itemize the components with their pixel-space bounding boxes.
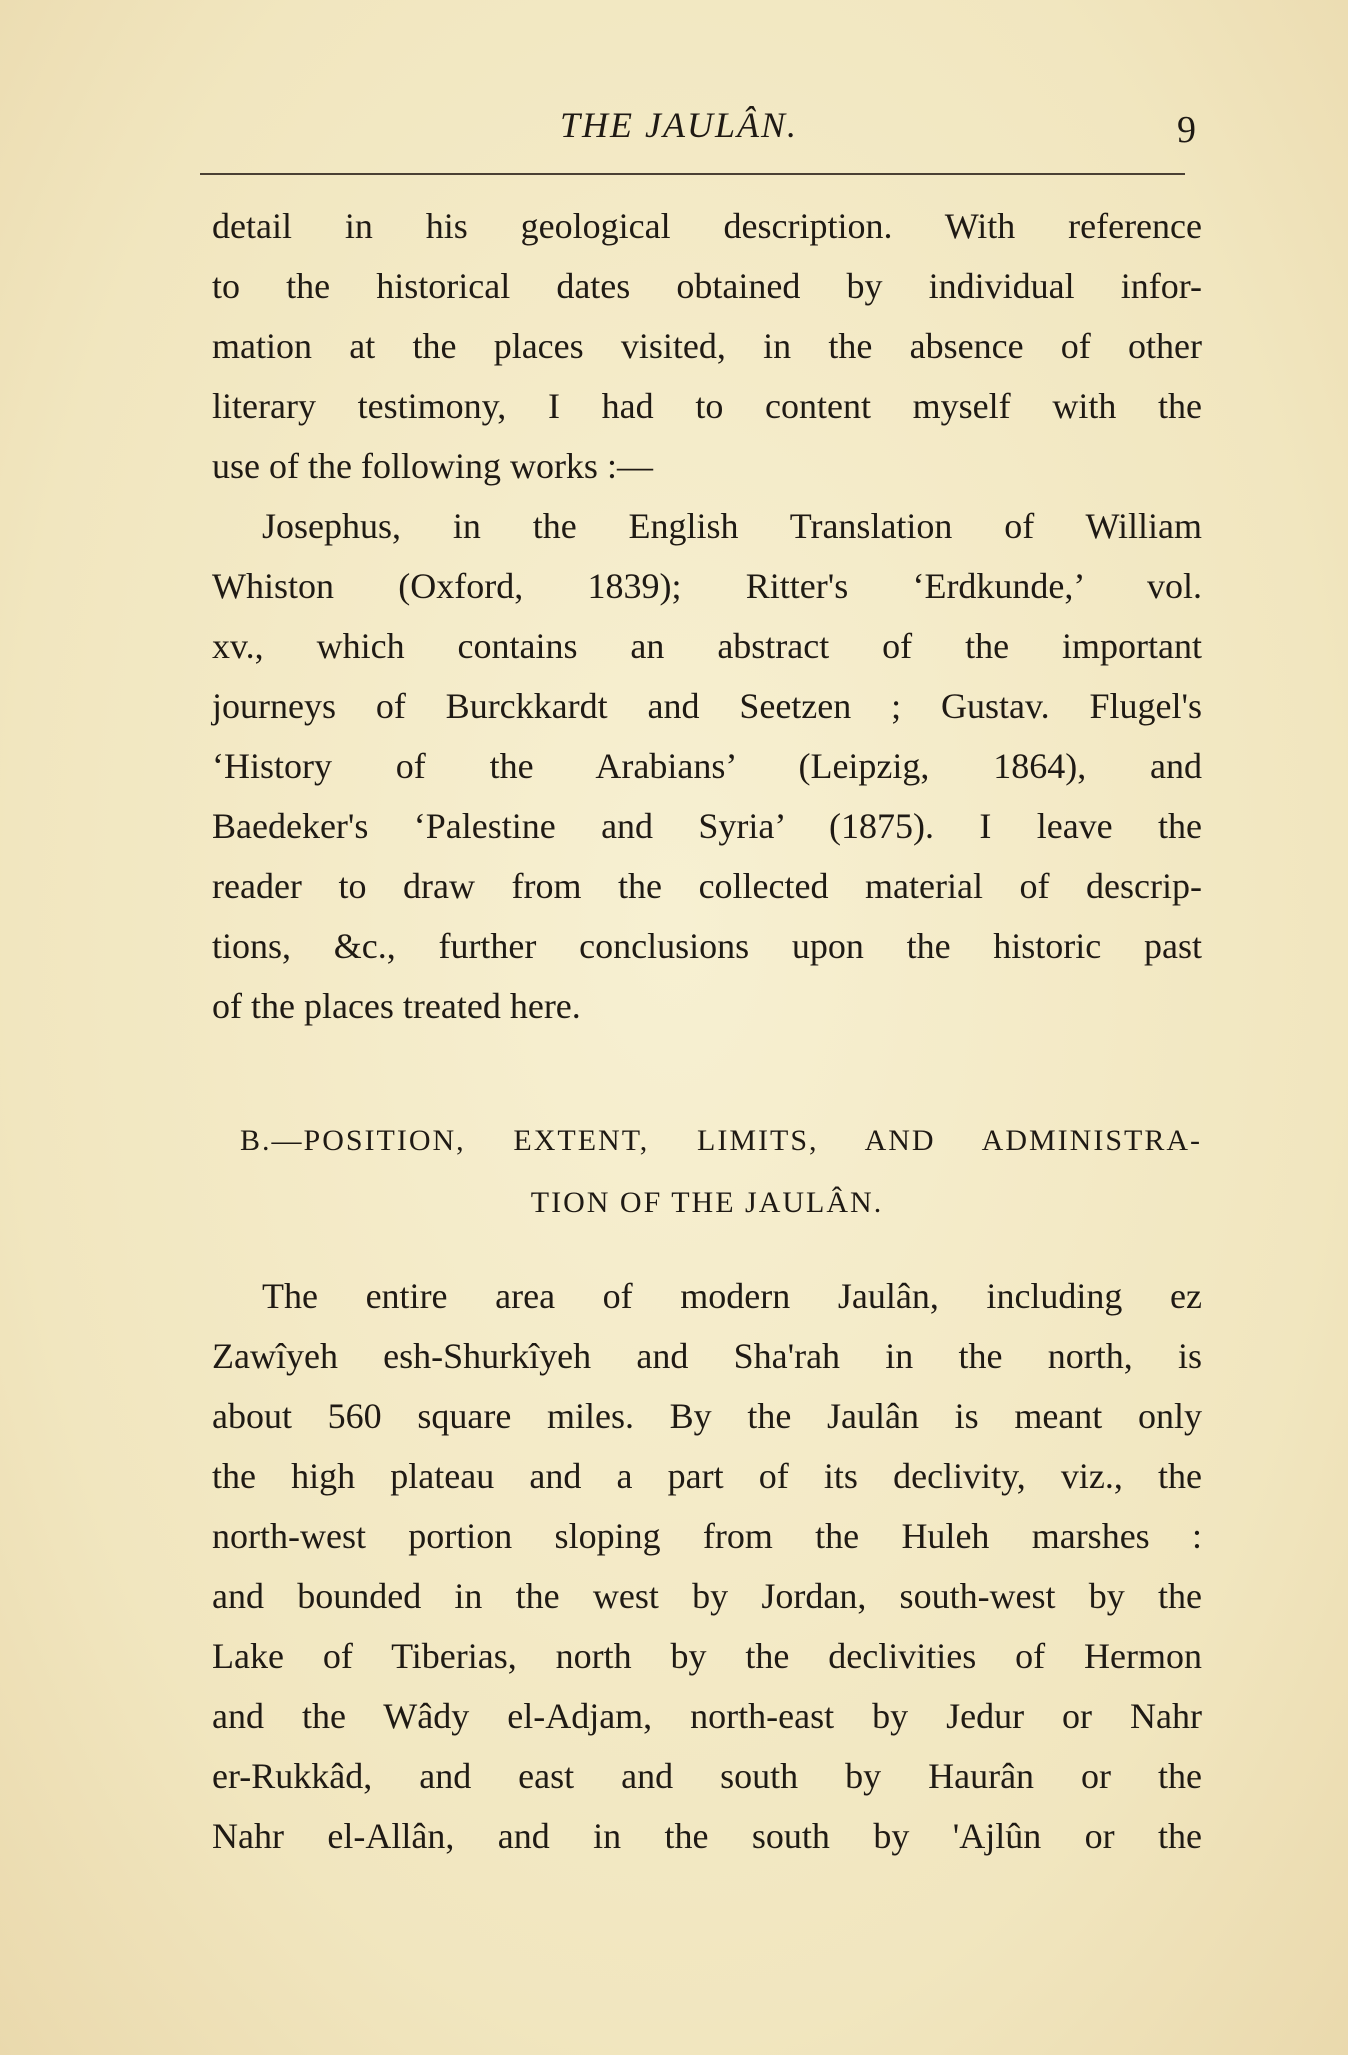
text-line: Josephus, in the English Translation of William — [262, 506, 1202, 546]
text-line: mation at the places visited, in the absence of other — [212, 326, 1202, 366]
section-heading-line-2: TION OF THE JAULÂN. — [530, 1186, 884, 1219]
text-line: The entire area of modern Jaulân, including ez — [262, 1276, 1202, 1316]
body-text-upper — [212, 196, 1202, 1036]
text-line: tions, &c., further conclusions upon the historic past — [212, 926, 1202, 966]
text-line: to the historical dates obtained by individual infor- — [212, 266, 1202, 306]
text-line: literary testimony, I had to content myself with the — [212, 386, 1202, 426]
text-line: journeys of Burckkardt and Seetzen ; Gustav. Flugel's — [212, 686, 1202, 726]
page-number: 9 — [1177, 109, 1196, 151]
text-line: Baedeker's ‘Palestine and Syria’ (1875). I leave the — [212, 806, 1202, 846]
text-line: xv., which contains an abstract of the important — [212, 626, 1202, 666]
text-line: Zawîyeh esh-Shurkîyeh and Sha'rah in the north, is — [212, 1336, 1202, 1376]
body-text-lower — [212, 1266, 1202, 1866]
text-line: about 560 square miles. By the Jaulân is meant only — [212, 1396, 1202, 1436]
text-line: the high plateau and a part of its declivity, viz., the — [212, 1456, 1202, 1496]
text-line: use of the following works :— — [212, 446, 653, 486]
text-line: Lake of Tiberias, north by the declivities of Hermon — [212, 1636, 1202, 1676]
text-line: er-Rukkâd, and east and south by Haurân or the — [212, 1756, 1202, 1796]
text-line: north-west portion sloping from the Huleh marshes : — [212, 1516, 1202, 1556]
text-line: and bounded in the west by Jordan, south-west by the — [212, 1576, 1202, 1616]
text-line: reader to draw from the collected material of descrip- — [212, 866, 1202, 906]
text-line: and the Wâdy el-Adjam, north-east by Jedur or Nahr — [212, 1696, 1202, 1736]
section-heading — [212, 1110, 1202, 1234]
header-rule — [200, 173, 1185, 175]
text-line: of the places treated here. — [212, 986, 581, 1026]
text-line: Nahr el-Allân, and in the south by 'Ajlûn or the — [212, 1816, 1202, 1856]
text-line: ‘History of the Arabians’ (Leipzig, 1864), and — [212, 746, 1202, 786]
text-line: Whiston (Oxford, 1839); Ritter's ‘Erdkunde,’ vol. — [212, 566, 1202, 606]
section-heading-line-1: B.—POSITION, EXTENT, LIMITS, AND ADMINISTRA- — [240, 1124, 1202, 1157]
text-line: detail in his geological description. With reference — [212, 206, 1202, 246]
running-title: THE JAULÂN. — [560, 105, 798, 145]
